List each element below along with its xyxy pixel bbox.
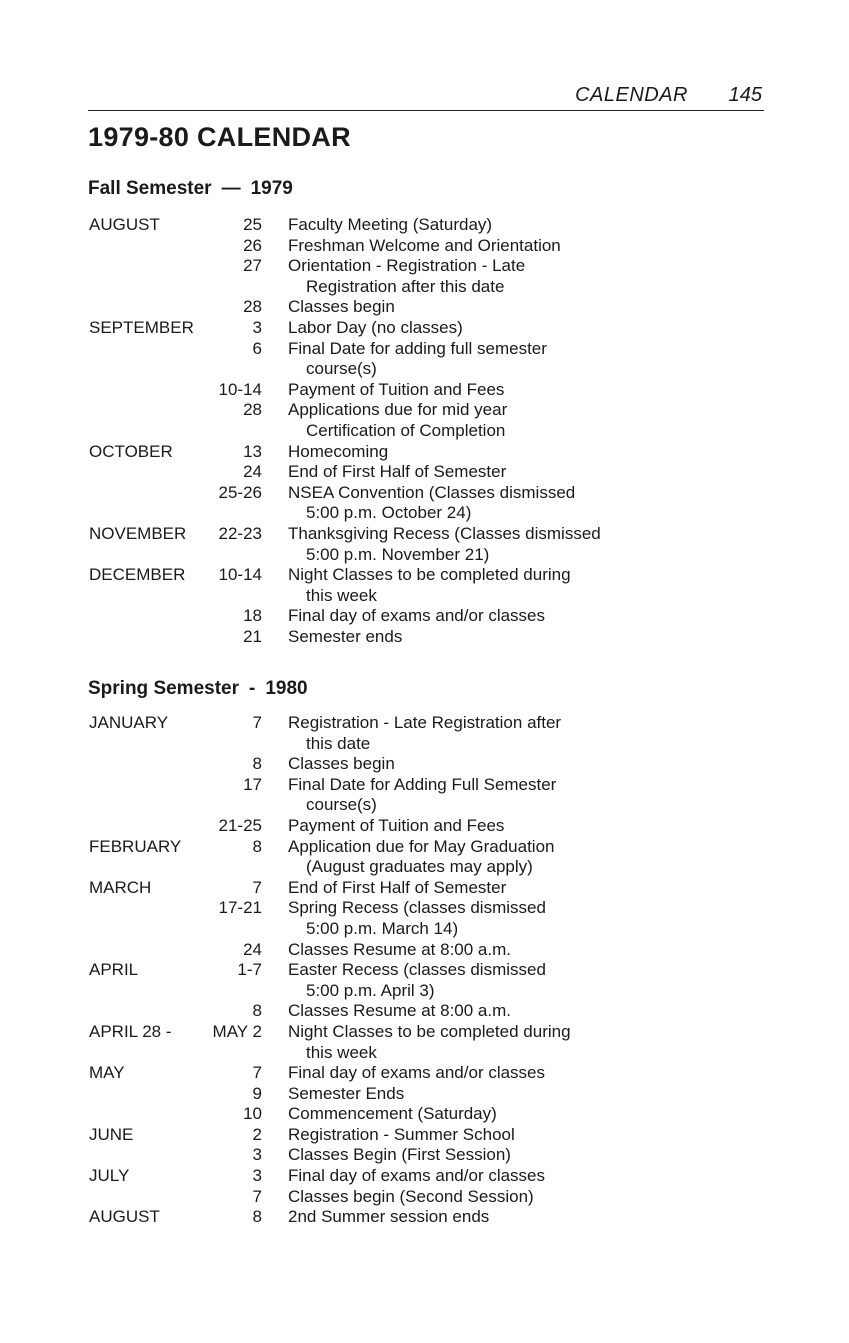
event-description: 5:00 p.m. November 21) [306, 544, 490, 564]
month-label: AUGUST [89, 215, 160, 234]
schedule-row [0, 1001, 849, 1022]
date-label: 7 [252, 1063, 262, 1083]
fall-schedule [0, 215, 849, 647]
event-description: Payment of Tuition and Fees [288, 815, 505, 835]
schedule-row [0, 318, 849, 339]
date-label: 1-7 [237, 960, 262, 980]
schedule-row-continuation [0, 586, 849, 607]
schedule-row [0, 215, 849, 236]
month-label: DECEMBER [89, 565, 186, 585]
event-description: Thanksgiving Recess (Classes dismissed [288, 523, 601, 543]
schedule-row-continuation [0, 795, 849, 816]
event-description: Faculty Meeting (Saturday) [288, 215, 493, 234]
month-label: NOVEMBER [89, 523, 187, 543]
date-label: 26 [243, 235, 262, 255]
schedule-row [0, 1207, 849, 1228]
date-label: 9 [252, 1083, 262, 1103]
month-label: JULY [89, 1166, 130, 1186]
schedule-row [0, 565, 849, 586]
schedule-row [0, 816, 849, 837]
schedule-row [0, 627, 849, 648]
schedule-row [0, 1063, 849, 1084]
event-description: Labor Day (no classes) [288, 317, 463, 337]
page-title: 1979-80 CALENDAR [88, 122, 351, 152]
spring-semester-name: Spring Semester [88, 678, 239, 699]
event-description: Classes Resume at 8:00 a.m. [288, 1001, 511, 1021]
schedule-row [0, 754, 849, 775]
schedule-row [0, 400, 849, 421]
event-description: course(s) [306, 359, 377, 379]
schedule-row [0, 483, 849, 504]
date-label: 21-25 [218, 815, 262, 835]
event-description: Applications due for mid year [288, 400, 508, 420]
event-description: this week [306, 585, 377, 605]
event-description: Semester Ends [288, 1083, 405, 1103]
event-description: Classes begin [288, 297, 395, 317]
event-description: Classes Resume at 8:00 a.m. [288, 939, 511, 959]
schedule-row-continuation [0, 503, 849, 524]
event-description: this week [306, 1042, 377, 1062]
date-label: 10 [243, 1104, 262, 1124]
page-number: 145 [728, 84, 762, 106]
running-head [88, 84, 764, 111]
month-label: SEPTEMBER [89, 317, 194, 337]
date-label: MAY 2 [212, 1021, 262, 1041]
schedule-row [0, 898, 849, 919]
schedule-row [0, 462, 849, 483]
event-description: Spring Recess (classes dismissed [288, 898, 546, 918]
event-description: Certification of Completion [306, 420, 506, 440]
schedule-row [0, 1145, 849, 1166]
event-description: Night Classes to be completed during [288, 565, 571, 585]
event-description: Homecoming [288, 441, 389, 461]
event-description: Easter Recess (classes dismissed [288, 960, 546, 980]
schedule-row [0, 524, 849, 545]
schedule-row-continuation [0, 359, 849, 380]
spring-schedule [0, 713, 849, 1228]
event-description: 5:00 p.m. October 24) [306, 503, 472, 523]
event-description: Payment of Tuition and Fees [288, 379, 505, 399]
date-label: 25 [243, 215, 262, 234]
date-label: 25-26 [218, 482, 262, 502]
fall-semester-name: Fall Semester [88, 178, 212, 199]
spring-semester-dash: - [249, 678, 256, 699]
running-head-section: CALENDAR [575, 84, 688, 106]
schedule-row-continuation [0, 545, 849, 566]
schedule-row [0, 1022, 849, 1043]
schedule-row [0, 1166, 849, 1187]
schedule-row-continuation [0, 857, 849, 878]
date-label: 3 [252, 1166, 262, 1186]
event-description: Classes Begin (First Session) [288, 1145, 511, 1165]
schedule-row [0, 878, 849, 899]
event-description: End of First Half of Semester [288, 877, 507, 897]
event-description: End of First Half of Semester [288, 462, 507, 482]
schedule-row-continuation [0, 981, 849, 1002]
date-label: 7 [252, 713, 262, 732]
date-label: 24 [243, 939, 262, 959]
fall-semester-dash: — [221, 178, 241, 199]
date-label: 7 [252, 1186, 262, 1206]
date-label: 7 [252, 877, 262, 897]
event-description: Final Date for adding full semester [288, 338, 547, 358]
schedule-row [0, 297, 849, 318]
fall-semester-heading [88, 178, 293, 200]
event-description: course(s) [306, 795, 377, 815]
date-label: 22-23 [218, 523, 262, 543]
event-description: (August graduates may apply) [306, 857, 533, 877]
month-label: OCTOBER [89, 441, 173, 461]
event-description: Registration after this date [306, 276, 505, 296]
schedule-row [0, 256, 849, 277]
date-label: 28 [243, 297, 262, 317]
schedule-row [0, 960, 849, 981]
event-description: Final day of exams and/or classes [288, 606, 546, 626]
month-label: JANUARY [89, 713, 169, 732]
schedule-row [0, 837, 849, 858]
schedule-row [0, 339, 849, 360]
date-label: 28 [243, 400, 262, 420]
date-label: 3 [252, 317, 262, 337]
schedule-row-continuation [0, 277, 849, 298]
schedule-row [0, 236, 849, 257]
fall-semester-year: 1979 [250, 178, 293, 199]
date-label: 13 [243, 441, 262, 461]
date-label: 18 [243, 606, 262, 626]
month-label: APRIL [89, 960, 139, 980]
event-description: Registration - Late Registration after [288, 713, 562, 732]
event-description: NSEA Convention (Classes dismissed [288, 482, 576, 502]
event-description: Classes begin (Second Session) [288, 1186, 534, 1206]
event-description: Registration - Summer School [288, 1124, 515, 1144]
schedule-row-continuation [0, 1043, 849, 1064]
event-description: Night Classes to be completed during [288, 1021, 571, 1041]
date-label: 17 [243, 774, 262, 794]
event-description: Final Date for Adding Full Semester [288, 774, 557, 794]
schedule-row-continuation [0, 734, 849, 755]
date-label: 17-21 [218, 898, 262, 918]
schedule-row [0, 775, 849, 796]
spring-semester-heading [88, 678, 308, 700]
month-label: AUGUST [89, 1207, 160, 1227]
schedule-row-continuation [0, 421, 849, 442]
date-label: 6 [252, 338, 262, 358]
event-description: Classes begin [288, 754, 395, 774]
month-label: MAY [89, 1063, 125, 1083]
event-description: Orientation - Registration - Late [288, 256, 526, 276]
date-label: 10-14 [218, 565, 262, 585]
schedule-row [0, 713, 849, 734]
month-label: FEBRUARY [89, 836, 182, 856]
date-label: 10-14 [218, 379, 262, 399]
month-label: JUNE [89, 1124, 134, 1144]
date-label: 8 [252, 754, 262, 774]
date-label: 3 [252, 1145, 262, 1165]
event-description: this date [306, 733, 371, 753]
month-label: MARCH [89, 877, 152, 897]
event-description: 5:00 p.m. April 3) [306, 980, 435, 1000]
date-label: 8 [252, 836, 262, 856]
event-description: Final day of exams and/or classes [288, 1063, 546, 1083]
schedule-row [0, 380, 849, 401]
event-description: Commencement (Saturday) [288, 1104, 497, 1124]
spring-semester-year: 1980 [265, 678, 308, 699]
date-label: 21 [243, 626, 262, 646]
date-label: 8 [252, 1001, 262, 1021]
schedule-row [0, 1187, 849, 1208]
event-description: 5:00 p.m. March 14) [306, 918, 459, 938]
schedule-row [0, 606, 849, 627]
event-description: Freshman Welcome and Orientation [288, 235, 561, 255]
schedule-row [0, 1084, 849, 1105]
schedule-row-continuation [0, 919, 849, 940]
event-description: 2nd Summer session ends [288, 1207, 490, 1227]
event-description: Application due for May Graduation [288, 836, 555, 856]
date-label: 8 [252, 1207, 262, 1227]
date-label: 27 [243, 256, 262, 276]
schedule-row [0, 1104, 849, 1125]
schedule-row [0, 442, 849, 463]
schedule-row [0, 1125, 849, 1146]
event-description: Final day of exams and/or classes [288, 1166, 546, 1186]
date-label: 24 [243, 462, 262, 482]
month-label: APRIL 28 - [89, 1021, 172, 1041]
event-description: Semester ends [288, 626, 403, 646]
schedule-row [0, 940, 849, 961]
date-label: 2 [252, 1124, 262, 1144]
